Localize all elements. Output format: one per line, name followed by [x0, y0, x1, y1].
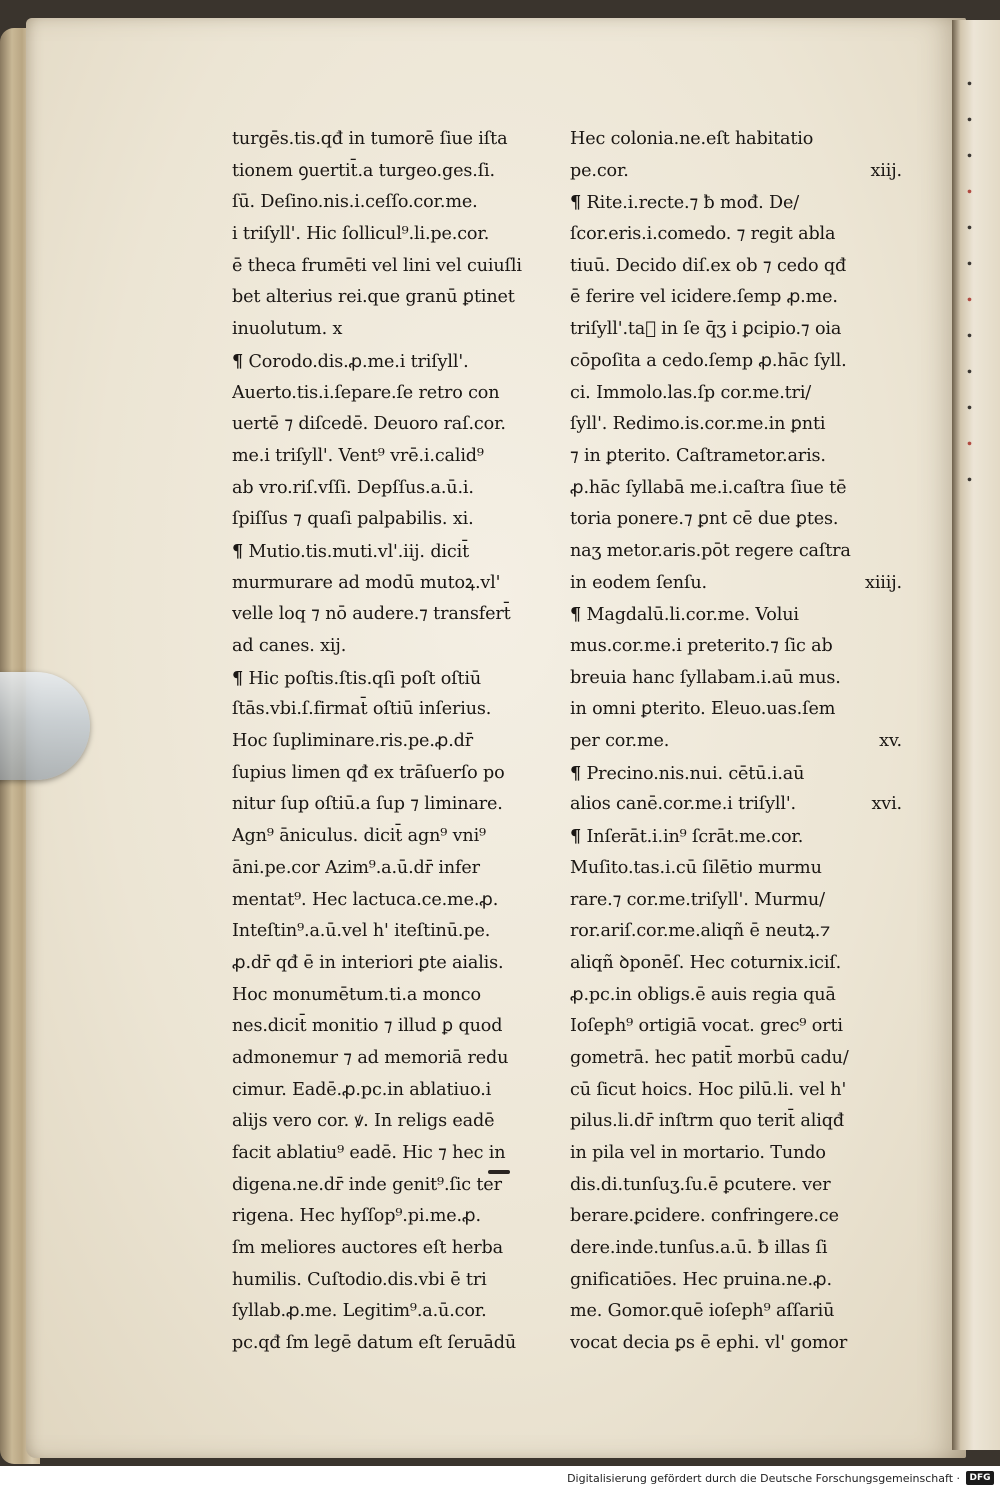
text-line — [232, 631, 554, 663]
paragraph-mark: ¶ — [232, 667, 244, 689]
line-text: Hoc monumētum.ti.a monco — [232, 984, 481, 1005]
line-text: tionem ꝯuertit̄.a turgeo.ges.ſi. — [232, 160, 495, 181]
line-text: dere.inde.tunſus.a.ū. ƀ illas ſi — [570, 1238, 828, 1259]
text-line — [570, 885, 902, 917]
text-line — [570, 282, 902, 314]
text-line — [570, 694, 902, 726]
text-line — [570, 219, 902, 251]
line-text: mus.cor.me.i preterito.⁊ ſic ab — [570, 636, 833, 656]
text-line — [570, 314, 902, 346]
text-line — [570, 1138, 902, 1170]
line-text: breuia hanc ſyllabam.i.aū mus. — [570, 667, 841, 688]
line-text: rigena. Hec hyſſop⁹.pi.me.ꝓ. — [232, 1206, 481, 1227]
text-line — [570, 1296, 902, 1328]
paragraph-mark: ¶ — [232, 350, 244, 372]
line-text: humilis. Cuſtodio.dis.vbi ē tri — [232, 1269, 487, 1290]
line-text: in omni ꝑterito. Eleuo.uas.ſem — [570, 699, 836, 720]
text-line — [232, 916, 554, 948]
text-line — [232, 314, 554, 346]
line-text: alios canē.cor.me.i triſyll'. — [570, 794, 796, 815]
line-text: dis.di.tunſuʒ.ſu.ē ꝑcutere. ver — [570, 1174, 831, 1195]
line-text: me. Gomor.quē ioſeph⁹ aſſariū — [570, 1301, 835, 1322]
line-text: turgēs.tis.qđ in tumorē ſiue iſta — [232, 129, 508, 149]
text-line — [570, 156, 902, 188]
line-text: Hec colonia.ne.eſt habitatio — [570, 129, 814, 149]
line-text: Mutio.tis.muti.vl'.iij. dicit̄ — [243, 541, 470, 562]
line-text: me.i triſyll'. Vent⁹ vrē.i.calid⁹ — [232, 445, 484, 466]
paragraph-mark: ¶ — [570, 604, 582, 626]
line-text: berare.ꝑcidere. confringere.ce — [570, 1206, 839, 1227]
line-text: murmurare ad modū mutoꝝ.vl' — [232, 572, 501, 593]
text-line — [232, 1075, 554, 1107]
paragraph-mark: ¶ — [570, 192, 582, 214]
line-text: ē theca frumēti vel lini vel cuiuſli — [232, 255, 522, 276]
text-line — [570, 948, 902, 980]
text-line — [232, 1296, 554, 1328]
text-line — [232, 409, 554, 441]
text-line — [570, 251, 902, 283]
text-line — [570, 378, 902, 410]
text-line — [570, 1043, 902, 1075]
line-text: Precino.nis.nui. cētū.i.aū — [581, 763, 805, 784]
catchword-mark — [488, 1170, 510, 1174]
text-line — [570, 1075, 902, 1107]
line-text: Auerto.tis.i.ſepare.ſe retro con — [232, 382, 500, 403]
funding-text: Digitalisierung gefördert durch die Deutsche Forschungsgemeinschaft · — [567, 1472, 960, 1485]
line-text: Ioſeph⁹ ortigiā vocat. grec⁹ orti — [570, 1016, 843, 1037]
line-text: naʒ metor.aris.pōt regere caſtra — [570, 540, 851, 561]
line-text: ſū. Deſino.nis.i.ceſſo.cor.me. — [232, 192, 478, 213]
text-line — [570, 187, 902, 219]
line-text: Rite.i.recte.⁊ ƀ mođ. De/ — [581, 193, 800, 214]
text-line — [232, 219, 554, 251]
line-text: triſyll'.taᷓ in ſe q̄ʒ i ꝑcipio.⁊ oia — [570, 319, 842, 340]
line-text: ci. Immolo.las.ſp cor.me.tri/ — [570, 382, 812, 403]
text-line — [232, 441, 554, 473]
line-text: nes.dicit̄ monitio ⁊ illud ꝑ quod — [232, 1016, 503, 1037]
line-text: pilus.li.dr̄ inſtrm quo terit̄ aliqđ — [570, 1111, 844, 1132]
text-line — [232, 346, 554, 378]
text-line — [232, 156, 554, 188]
line-text: ꝓ.dr̄ qđ ē in interiori ꝑte aialis. — [232, 952, 504, 973]
text-line — [232, 282, 554, 314]
dfg-logo: DFG — [966, 1471, 994, 1485]
text-line — [232, 251, 554, 283]
text-line — [570, 599, 902, 631]
line-text: ſm meliores auctores eſt herba — [232, 1238, 503, 1259]
text-line — [570, 663, 902, 695]
line-text: ſyllab.ꝓ.me. Legitim⁹.a.ū.cor. — [232, 1301, 487, 1322]
line-text: cimur. Eadē.ꝓ.pc.in ablatiuo.i — [232, 1079, 492, 1100]
line-text: Corodo.dis.ꝓ.me.i triſyll'. — [243, 351, 469, 372]
line-text: Muſito.tas.i.cū ſilētio murmu — [570, 857, 822, 878]
left-text-column — [232, 124, 554, 1360]
text-line — [570, 916, 902, 948]
text-line — [232, 1265, 554, 1297]
line-text: toria ponere.⁊ ꝑnt cē due ꝑtes. — [570, 509, 839, 530]
text-line — [232, 726, 554, 758]
section-number: xv. — [879, 731, 902, 752]
text-line — [570, 1106, 902, 1138]
line-text: nitur ſup oſtiū.a ſup ⁊ liminare. — [232, 794, 503, 815]
text-line — [232, 568, 554, 600]
text-line — [570, 536, 902, 568]
line-text: ror.ariſ.cor.me.aliqñ ē neutꝝ.⁊ — [570, 921, 831, 942]
funding-footer — [0, 1466, 1000, 1491]
line-text: āni.pe.cor Azim⁹.a.ū.dr̄ infer — [232, 857, 480, 878]
paragraph-mark: ¶ — [232, 540, 244, 562]
section-number: xiiij. — [865, 572, 902, 593]
text-line — [570, 853, 902, 885]
text-line — [232, 885, 554, 917]
line-text: velle loq ⁊ nō audere.⁊ transfert̄ — [232, 604, 511, 625]
line-text: cōpoſita a cedo.ſemp ꝓ.hāc ſyll. — [570, 350, 847, 371]
line-text: cū ſicut hoics. Hoc pilū.li. vel h' — [570, 1079, 847, 1100]
text-line — [570, 409, 902, 441]
text-line — [570, 504, 902, 536]
text-line — [232, 1106, 554, 1138]
line-text: ſupius limen qđ ex trāſuerſo po — [232, 762, 505, 783]
line-text: bet alterius rei.que granū ꝑtinet — [232, 287, 515, 308]
text-line — [232, 1138, 554, 1170]
line-text: Hic poſtis.ſtis.qſi poſt oſtiū — [243, 668, 482, 689]
line-text: admonemur ⁊ ad memoriā redu — [232, 1047, 509, 1068]
text-line — [232, 124, 554, 156]
line-text: aliqñ ꝺponēſ. Hec coturnix.iciſ. — [570, 952, 842, 973]
text-line — [232, 473, 554, 505]
line-text: ē ferire vel icidere.ſemp ꝓ.me. — [570, 287, 838, 308]
text-line — [232, 536, 554, 568]
text-line — [570, 1233, 902, 1265]
line-text: ſtās.vbi.ſ.firmat̄ oſtiū inſerius. — [232, 699, 492, 720]
line-text: in pila vel in mortario. Tundo — [570, 1143, 826, 1163]
text-line — [232, 694, 554, 726]
text-line — [232, 1201, 554, 1233]
text-line — [570, 1170, 902, 1202]
text-line — [570, 726, 902, 758]
text-line — [232, 789, 554, 821]
paragraph-mark: ¶ — [570, 826, 582, 848]
text-line — [570, 1011, 902, 1043]
text-line — [232, 663, 554, 695]
paragraph-mark: ¶ — [570, 762, 582, 784]
text-line — [232, 1170, 554, 1202]
text-line — [232, 980, 554, 1012]
text-line — [232, 1328, 554, 1360]
line-text: vocat decia ꝑs ē ephi. vl' gomor — [570, 1333, 848, 1354]
line-text: Inteſtin⁹.a.ū.vel h' iteſtinū.pe. — [232, 921, 491, 942]
line-text: mentat⁹. Hec lactuca.ce.me.ꝓ. — [232, 889, 499, 910]
line-text: Hoc ſupliminare.ris.pe.ꝓ.dr̄ — [232, 731, 474, 752]
text-line — [570, 124, 902, 156]
line-text: ſyll'. Redimo.is.cor.me.in ꝑnti — [570, 414, 826, 435]
section-number: xiij. — [870, 160, 902, 181]
line-text: facit ablatiu⁹ eadē. Hic ⁊ hec in — [232, 1143, 506, 1163]
line-text: uertē ⁊ diſcedē. Deuoro raſ.cor. — [232, 414, 506, 435]
section-number: xvi. — [871, 794, 902, 815]
text-line — [232, 187, 554, 219]
line-text: ꝓ.hāc ſyllabā me.i.caſtra ſiue tē — [570, 477, 847, 498]
text-line — [232, 1233, 554, 1265]
text-line — [570, 568, 902, 600]
line-text: rare.⁊ cor.me.triſyll'. Murmu/ — [570, 889, 825, 910]
line-text: ad canes. xij. — [232, 636, 347, 656]
text-line — [570, 346, 902, 378]
text-line — [570, 758, 902, 790]
text-line — [570, 821, 902, 853]
line-text: i triſyll'. Hic ſollicul⁹.li.pe.cor. — [232, 224, 490, 245]
text-line — [232, 821, 554, 853]
line-text: ſpiſſus ⁊ quaſi palpabilis. xi. — [232, 509, 474, 530]
text-line — [570, 1201, 902, 1233]
line-text: Inſerāt.i.in⁹ ſcrāt.me.cor. — [581, 827, 804, 848]
line-text: digena.ne.dr̄ inde genit⁹.ſic ter — [232, 1174, 502, 1195]
right-text-column — [570, 124, 902, 1360]
facing-page-fragment: . . . . . . . . . . . . — [966, 66, 973, 486]
text-line — [232, 853, 554, 885]
show-through-heading — [446, 56, 606, 112]
text-line — [232, 758, 554, 790]
line-text: per cor.me. — [570, 731, 670, 752]
text-line — [570, 473, 902, 505]
text-line — [232, 504, 554, 536]
line-text: inuolutum. x — [232, 319, 343, 340]
text-line — [570, 1328, 902, 1360]
line-text: Agn⁹ āniculus. dicit̄ agn⁹ vni⁹ — [232, 826, 486, 847]
text-line — [570, 1265, 902, 1297]
text-line — [570, 980, 902, 1012]
line-text: tiuū. Decido diſ.ex ob ⁊ cedo qđ — [570, 255, 847, 276]
text-line — [232, 599, 554, 631]
text-line — [570, 789, 902, 821]
line-text: gnificatiōes. Hec pruina.ne.ꝓ. — [570, 1269, 832, 1290]
line-text: alijs vero cor. ꝟ. In religs eadē — [232, 1111, 495, 1132]
text-line — [232, 1043, 554, 1075]
text-line — [232, 1011, 554, 1043]
text-line — [570, 631, 902, 663]
line-text: Magdalū.li.cor.me. Volui — [581, 605, 799, 626]
line-text: ſcor.eris.i.comedo. ⁊ regit abla — [570, 224, 836, 245]
line-text: ab vro.riſ.vſſi. Depſſus.a.ū.i. — [232, 477, 474, 498]
text-line — [232, 378, 554, 410]
line-text: gometrā. hec patit̄ morbū cadu/ — [570, 1047, 849, 1068]
line-text: in eodem ſenſu. — [570, 572, 707, 593]
line-text: ⁊ in ꝑterito. Caſtrametor.aris. — [570, 445, 826, 466]
line-text: pc.qđ ſm legē datum eſt ſeruādū — [232, 1333, 517, 1354]
line-text: pe.cor. — [570, 160, 629, 181]
text-line — [232, 948, 554, 980]
text-line — [570, 441, 902, 473]
line-text: ꝓ.pc.in obligs.ē auis regia quā — [570, 984, 836, 1005]
